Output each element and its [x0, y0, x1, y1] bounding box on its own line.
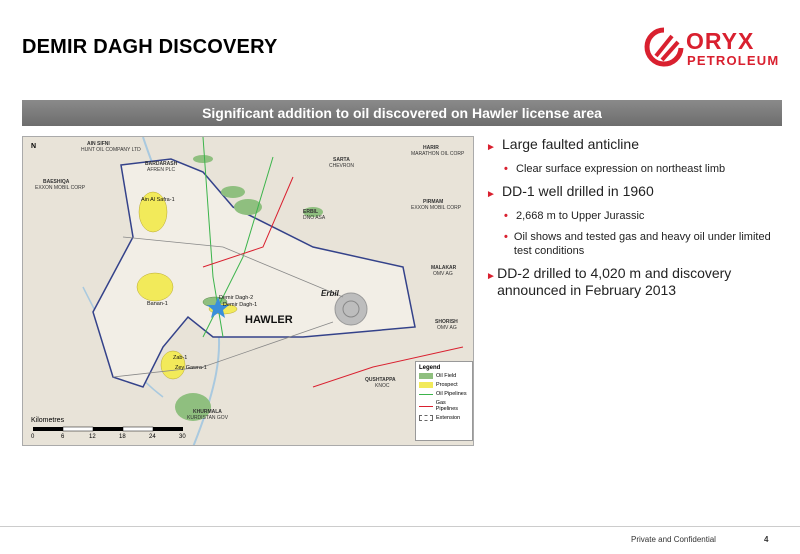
field-label: Demir Dagh-2: [219, 295, 254, 301]
arrow-icon: ►: [486, 142, 496, 153]
arrow-icon: ►: [486, 189, 496, 200]
field-label: Zab-1: [173, 355, 188, 361]
block-company: DNO ASA: [303, 215, 326, 221]
block-label: PIRMAM: [423, 199, 444, 205]
field-label: Demir Dagh-1: [223, 302, 258, 308]
sub-bullet-item: • Oil shows and tested gas and heavy oil under limited test conditions: [504, 231, 771, 257]
scale-tick: 0: [31, 434, 35, 440]
block-company: CHEVRON: [329, 163, 355, 169]
bullet-item: ► DD-2 drilled to 4,020 m and discovery announced in February 2013: [486, 265, 732, 298]
bullet-list: [486, 136, 786, 305]
scale-tick: 6: [61, 434, 65, 440]
map-legend: [415, 361, 473, 441]
block-company: OMV AG: [437, 325, 457, 331]
legend-item: Prospect: [419, 382, 469, 388]
block-label: MALAKAR: [431, 265, 457, 271]
field-label: Zey Gawra-1: [175, 365, 207, 371]
block-company: EXXON MOBIL CORP: [411, 205, 462, 211]
legend-item: Gas Pipelines: [419, 400, 469, 412]
block-label: SHORISH: [435, 319, 458, 325]
bullet-item: ► Large faulted anticline: [486, 136, 786, 156]
arrow-icon: ►: [486, 271, 496, 282]
legend-title: Legend: [419, 365, 441, 371]
block-company: KURDISTAN GOV: [187, 415, 229, 421]
sub-bullet-item: • 2,668 m to Upper Jurassic: [504, 210, 645, 222]
block-company: OMV AG: [433, 271, 453, 277]
block-company: KNOC: [375, 383, 390, 389]
scale-title: Kilometres: [31, 417, 65, 424]
legend-item: Oil Pipelines: [419, 391, 469, 397]
confidential-label: Private and Confidential: [631, 535, 716, 544]
block-label: HARIR: [423, 145, 439, 151]
license-name: HAWLER: [245, 314, 293, 326]
block-label: QUSHTAPPA: [365, 377, 396, 383]
north-arrow: N: [31, 143, 37, 150]
bullet-item: ► DD-1 well drilled in 1960: [486, 183, 786, 203]
logo-mark-icon: [644, 26, 684, 72]
page-number: 4: [764, 535, 769, 544]
field-label: Ain Al Safra-1: [141, 197, 175, 203]
scale-tick: 18: [119, 434, 126, 440]
sub-bullet-item: • Clear surface expression on northeast limb: [504, 163, 726, 175]
scale-tick: 30: [179, 434, 186, 440]
scale-tick: 12: [89, 434, 96, 440]
banner: Significant addition to oil discovered on Hawler license area: [22, 100, 782, 126]
block-company: MARATHON OIL CORP: [411, 151, 465, 157]
legend-item: Extension: [419, 415, 469, 421]
dot-icon: •: [504, 163, 508, 175]
map-graphic: [23, 137, 474, 446]
logo-line2: PETROLEUM: [687, 53, 780, 68]
block-label: SARTA: [333, 157, 350, 163]
field-label: Banan-1: [147, 301, 168, 307]
city-name: Erbil: [321, 289, 339, 298]
block-company: HUNT OIL COMPANY LTD: [81, 147, 141, 153]
block-label: BAESHIQA: [43, 179, 70, 185]
block-label: AIN SIFNI: [87, 141, 110, 147]
logo-line1: ORYX: [686, 28, 755, 54]
block-label: ERBIL: [303, 209, 318, 215]
scale-bar: [29, 417, 199, 445]
slide-title: DEMIR DAGH DISCOVERY: [22, 36, 278, 58]
scale-bar-graphic: [29, 425, 199, 443]
dot-icon: •: [504, 231, 508, 243]
block-company: EXXON MOBIL CORP: [35, 185, 86, 191]
legend-item: Oil Field: [419, 373, 469, 379]
block-label: KHURMALA: [193, 409, 222, 415]
scale-tick: 24: [149, 434, 156, 440]
block-label: BARDARASH: [145, 161, 178, 167]
block-company: AFREN PLC: [147, 167, 176, 173]
oryx-logo: [644, 26, 784, 76]
dot-icon: •: [504, 210, 508, 222]
footer: [0, 526, 800, 554]
license-map: [22, 136, 474, 446]
